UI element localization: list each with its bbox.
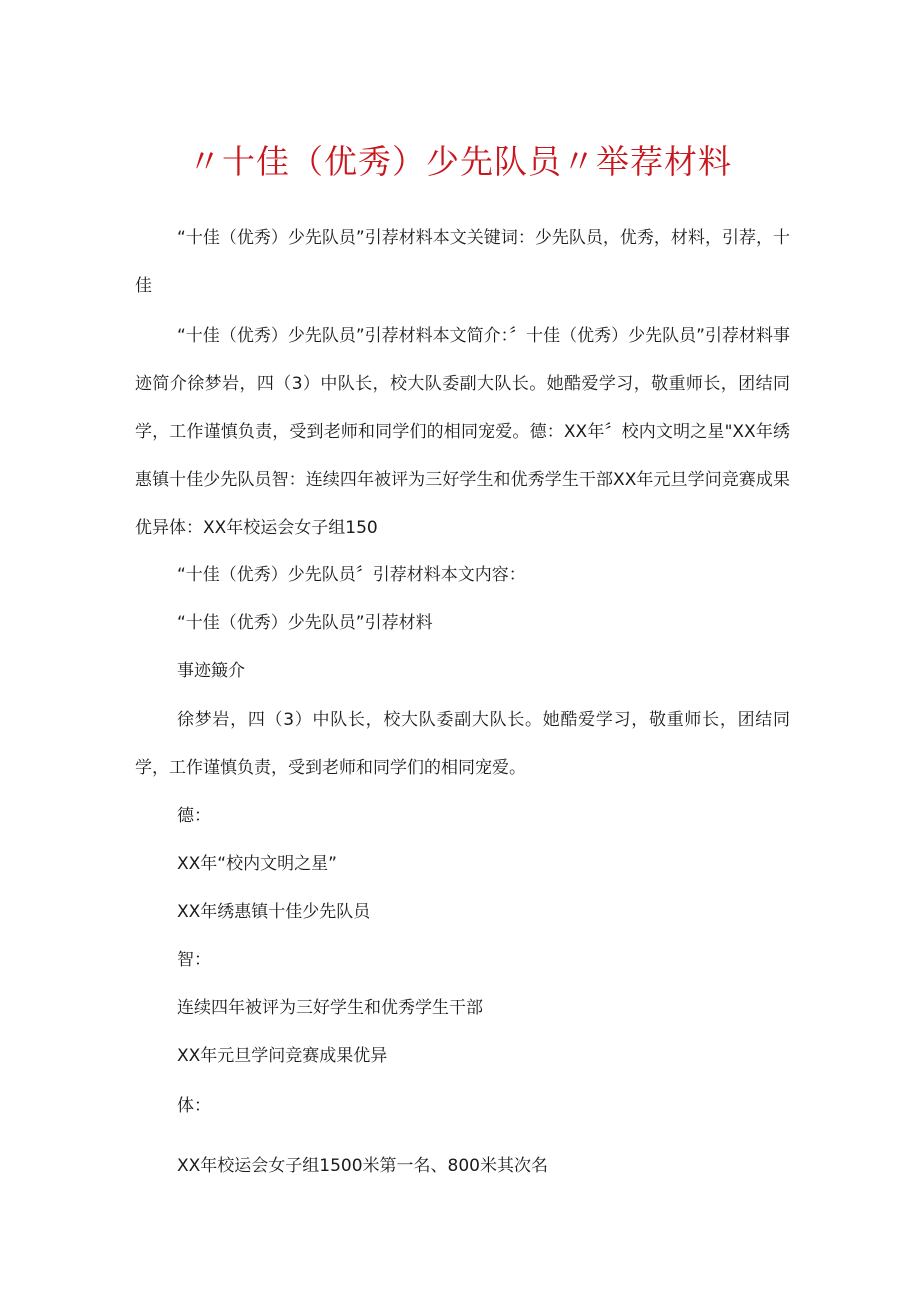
zhi-item-2: XX年元旦学问竞赛成果优异 [177, 1046, 388, 1066]
content-heading: “十佳（优秀）少先队员”引荐材料 [177, 613, 433, 633]
section-title: 事迹簸介 [177, 661, 245, 681]
summary-paragraph: “十佳（优秀）少先队员”引荐材料本文简介：〞十佳（优秀）少先队员”引荐材料事迹简介徐梦岩，四（3）中队长，校大队委副大队长。她酷爱学习，敬重师长，团结同学，工作谨慎负责，受到老师和同学们的相同宠爱。德：XX年〞校内文明之星"XX年绣惠镇十佳少先队员智：连续四年被评为三好学生和优秀学生干部XX年元旦学问竞赛成果优异体：XX年校运会女子组150 [135, 326, 790, 538]
intro-paragraph: 徐梦岩，四（3）中队长，校大队委副大队长。她酷爱学习，敬重师长，团结同学，工作谨慎负责，受到老师和同学们的相同宠爱。 [135, 710, 790, 778]
ti-label: 体： [177, 1096, 211, 1116]
ti-item-1: XX年校运会女子组1500米第一名、800米其次名 [177, 1156, 549, 1176]
content-label: “十佳（优秀）少先队员〞引荐材料本文内容： [177, 565, 526, 585]
de-item-1: XX年“校内文明之星” [177, 854, 337, 874]
keywords-paragraph: “十佳（优秀）少先队员”引荐材料本文关键词：少先队员，优秀，材料，引荐，十佳 [135, 228, 790, 296]
document-title: 〃十佳（优秀）少先队员〃举荐材料 [188, 142, 732, 181]
zhi-label: 智： [177, 950, 211, 970]
de-label: 德： [177, 806, 211, 826]
zhi-item-1: 连续四年被评为三好学生和优秀学生干部 [177, 998, 483, 1018]
de-item-2: XX年绣惠镇十佳少先队员 [177, 902, 371, 922]
